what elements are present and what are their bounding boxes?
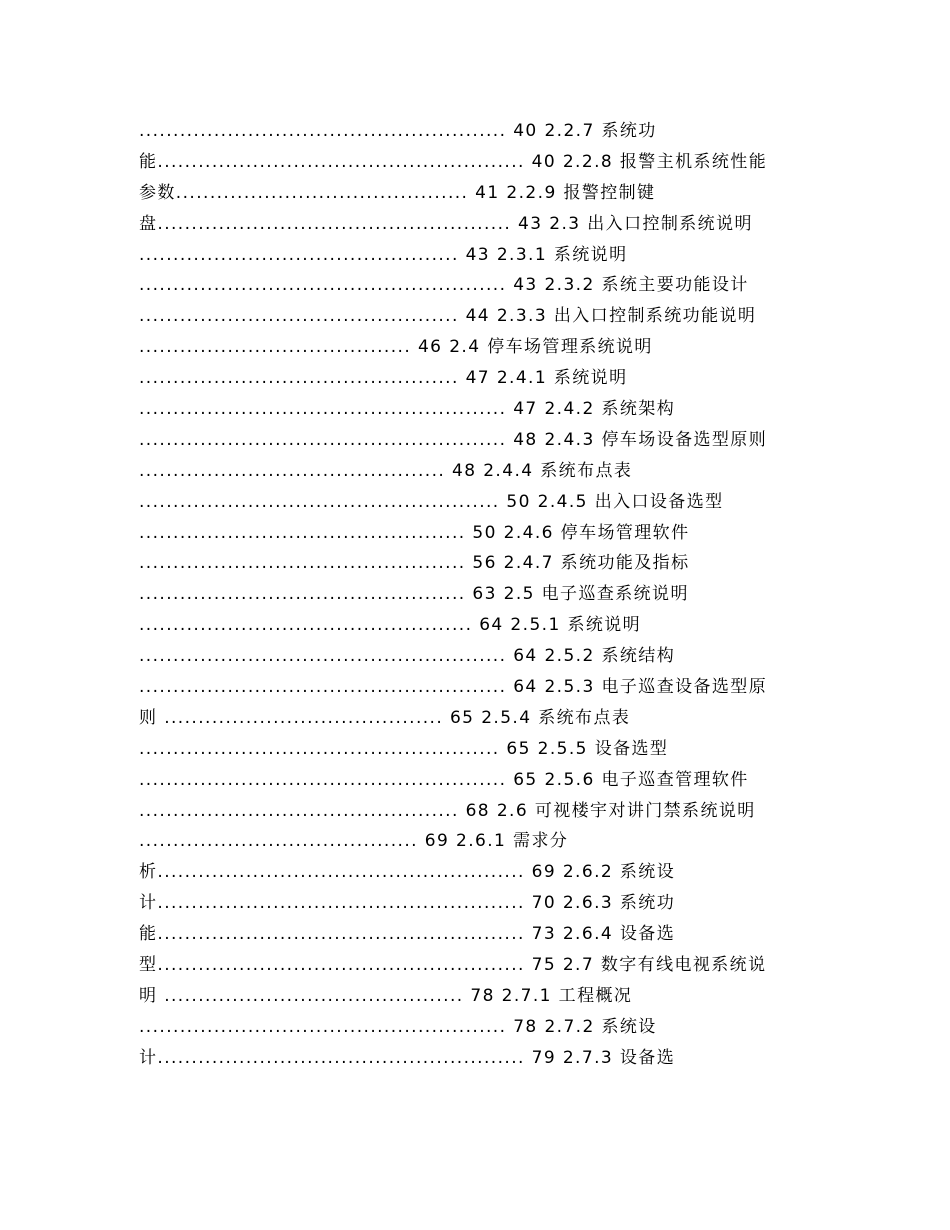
- table-of-contents: [139, 116, 829, 1074]
- toc-line: ............................................... 68 2.6 可视楼宇对讲门禁系统说明: [139, 800, 756, 821]
- toc-line: ...................................................... 40 2.2.7 系统功: [139, 121, 657, 141]
- toc-line: 明 ............................................ 78 2.7.1 工程概况: [139, 985, 633, 1006]
- toc-line: 析...................................................... 69 2.6.2 系统设: [139, 862, 676, 883]
- toc-line: 则 ......................................... 65 2.5.4 系统布点表: [139, 707, 631, 728]
- toc-line: ........................................ 46 2.4 停车场管理系统说明: [139, 337, 653, 358]
- toc-line: 能...................................................... 73 2.6.4 设备选: [139, 924, 676, 945]
- toc-line: ...................................................... 64 2.5.3 电子巡查设备选型原: [139, 677, 768, 698]
- toc-line: ......................................... 69 2.6.1 需求分: [139, 831, 569, 852]
- toc-line: ............................................. 48 2.4.4 系统布点表: [139, 460, 633, 481]
- toc-line: ............................................... 43 2.3.1 系统说明: [139, 244, 628, 265]
- toc-line: ............................................... 47 2.4.1 系统说明: [139, 368, 628, 389]
- toc-line: 能...................................................... 40 2.2.8 报警主机系统性能: [139, 151, 768, 172]
- toc-line: 计...................................................... 70 2.6.3 系统功: [139, 893, 676, 914]
- toc-line: ...................................................... 48 2.4.3 停车场设备选型原则: [139, 429, 768, 450]
- toc-line: 参数........................................... 41 2.2.9 报警控制键: [139, 182, 656, 203]
- toc-line: ............................................... 44 2.3.3 出入口控制系统功能说明: [139, 306, 757, 327]
- toc-line: ................................................ 63 2.5 电子巡查系统说明: [139, 584, 689, 605]
- toc-line: 计...................................................... 79 2.7.3 设备选: [139, 1047, 676, 1068]
- toc-line: ................................................ 56 2.4.7 系统功能及指标: [139, 553, 690, 574]
- toc-line: ...................................................... 78 2.7.2 系统设: [139, 1016, 657, 1037]
- toc-line: ...................................................... 47 2.4.2 系统架构: [139, 399, 676, 420]
- toc-line: ................................................ 50 2.4.6 停车场管理软件: [139, 522, 690, 543]
- toc-line: 盘.................................................... 43 2.3 出入口控制系统说明: [139, 213, 753, 234]
- toc-line: ..................................................... 65 2.5.5 设备选型: [139, 738, 669, 759]
- toc-line: ...................................................... 65 2.5.6 电子巡查管理软件: [139, 769, 749, 790]
- toc-line: ..................................................... 50 2.4.5 出入口设备选型: [139, 491, 724, 512]
- toc-line: ...................................................... 64 2.5.2 系统结构: [139, 646, 676, 667]
- toc-line: 型...................................................... 75 2.7 数字有线电视系统说: [139, 955, 767, 976]
- toc-line: ................................................. 64 2.5.1 系统说明: [139, 615, 642, 636]
- toc-line: ...................................................... 43 2.3.2 系统主要功能设计: [139, 275, 749, 296]
